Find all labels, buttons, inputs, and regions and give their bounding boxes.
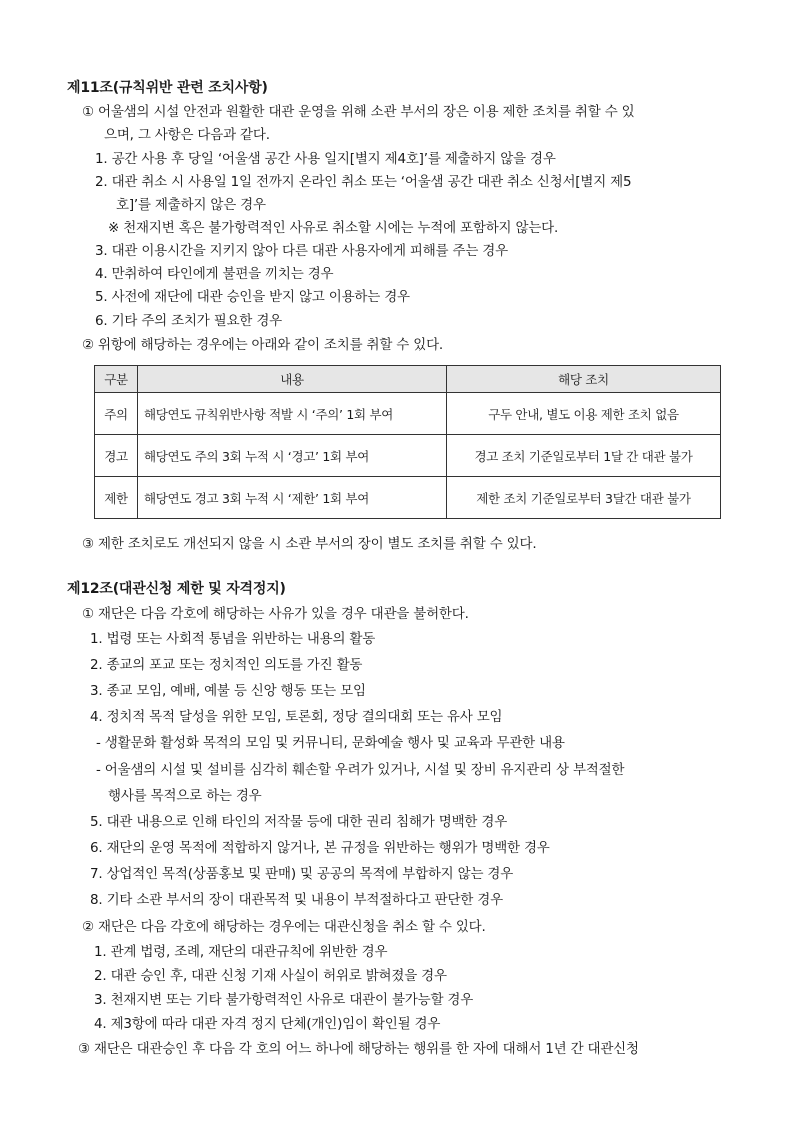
table-cell-content: 해당연도 경고 3회 누적 시 ‘제한’ 1회 부여: [138, 477, 447, 519]
table-cell-category: 경고: [95, 435, 138, 477]
article-11-title: 제11조(규칙위반 관련 조치사항): [67, 80, 268, 96]
table-cell-action: 경고 조치 기준일로부터 1달 간 대관 불가: [447, 435, 721, 477]
art12-para1: ① 재단은 다음 각호에 해당하는 사유가 있을 경우 대관을 불허한다.: [82, 606, 469, 622]
table-cell-content: 해당연도 주의 3회 누적 시 ‘경고’ 1회 부여: [138, 435, 447, 477]
table-cell-action: 구두 안내, 별도 이용 제한 조치 없음: [447, 393, 721, 435]
art11-item-6: 6. 기타 주의 조치가 필요한 경우: [95, 313, 283, 329]
art11-item-3: 3. 대관 이용시간을 지키지 않아 다른 대관 사용자에게 피해를 주는 경우: [95, 243, 508, 259]
art11-para2: ② 위항에 해당하는 경우에는 아래와 같이 조치를 취할 수 있다.: [82, 337, 443, 353]
table-cell-action: 제한 조치 기준일로부터 3달간 대관 불가: [447, 477, 721, 519]
art12-item-7: 7. 상업적인 목적(상품홍보 및 판매) 및 공공의 목적에 부합하지 않는 경우: [90, 866, 514, 882]
art12-dash-1: - 생활문화 활성화 목적의 모임 및 커뮤니티, 문화예술 행사 및 교육과 무관한 내용: [96, 735, 565, 751]
article-12-title: 제12조(대관신청 제한 및 자격정지): [67, 581, 286, 597]
art11-item-1: 1. 공간 사용 후 당일 ‘어울샘 공간 사용 일지[별지 제4호]’를 제출하지 않을 경우: [95, 151, 556, 167]
table-header-action: 해당 조치: [447, 366, 721, 393]
art12-item-3: 3. 종교 모임, 예배, 예불 등 신앙 행동 또는 모임: [90, 683, 366, 699]
table-row: [95, 393, 721, 435]
art12-item-8: 8. 기타 소관 부서의 장이 대관목적 및 내용이 부적절하다고 판단한 경우: [90, 892, 503, 908]
art12-item-6: 6. 재단의 운영 목적에 적합하지 않거나, 본 규정을 위반하는 행위가 명백한 경우: [90, 840, 550, 856]
art12-cancel-item-3: 3. 천재지변 또는 기타 불가항력적인 사유로 대관이 불가능할 경우: [94, 992, 474, 1008]
art11-item-2-line2: 호]’를 제출하지 않은 경우: [116, 197, 266, 213]
table-cell-category: 주의: [95, 393, 138, 435]
art11-item-2-line1: 2. 대관 취소 시 사용일 1일 전까지 온라인 취소 또는 ‘어울샘 공간 대관 취소 신청서[별지 제5: [95, 174, 632, 190]
art12-cancel-item-1: 1. 관계 법령, 조례, 재단의 대관규칙에 위반한 경우: [94, 944, 388, 960]
sanction-table: [94, 365, 721, 519]
table-cell-category: 제한: [95, 477, 138, 519]
art11-para3: ③ 제한 조치로도 개선되지 않을 시 소관 부서의 장이 별도 조치를 취할 수 있다.: [82, 536, 537, 552]
art11-para1-line2: 으며, 그 사항은 다음과 같다.: [104, 127, 270, 143]
art12-item-5: 5. 대관 내용으로 인해 타인의 저작물 등에 대한 권리 침해가 명백한 경우: [90, 814, 508, 830]
table-header-content: 내용: [138, 366, 447, 393]
art12-item-4: 4. 정치적 목적 달성을 위한 모임, 토론회, 정당 결의대회 또는 유사 모임: [90, 709, 503, 725]
art12-item-1: 1. 법령 또는 사회적 통념을 위반하는 내용의 활동: [90, 631, 376, 647]
art12-dash-2-line2: 행사를 목적으로 하는 경우: [108, 788, 262, 804]
art12-dash-2-line1: - 어울샘의 시설 및 설비를 심각히 훼손할 우려가 있거나, 시설 및 장비 유지관리 상 부적절한: [96, 762, 625, 778]
table-cell-content: 해당연도 규칙위반사항 적발 시 ‘주의’ 1회 부여: [138, 393, 447, 435]
art12-cancel-item-4: 4. 제3항에 따라 대관 자격 정지 단체(개인)임이 확인될 경우: [94, 1016, 441, 1032]
art12-para2: ② 재단은 다음 각호에 해당하는 경우에는 대관신청을 취소 할 수 있다.: [82, 919, 486, 935]
table-header-category: 구분: [95, 366, 138, 393]
art12-cancel-item-2: 2. 대관 승인 후, 대관 신청 기재 사실이 허위로 밝혀졌을 경우: [94, 968, 447, 984]
art11-note: ※ 천재지변 혹은 불가항력적인 사유로 취소할 시에는 누적에 포함하지 않는다.: [108, 220, 559, 236]
art11-item-5: 5. 사전에 재단에 대관 승인을 받지 않고 이용하는 경우: [95, 289, 410, 305]
art11-item-4: 4. 만취하여 타인에게 불편을 끼치는 경우: [95, 266, 334, 282]
table-row: [95, 435, 721, 477]
art12-item-2: 2. 종교의 포교 또는 정치적인 의도를 가진 활동: [90, 657, 363, 673]
table-header-row: [95, 366, 721, 393]
art11-para1-line1: ① 어울샘의 시설 안전과 원활한 대관 운영을 위해 소관 부서의 장은 이용 제한 조치를 취할 수 있: [82, 104, 635, 120]
table-row: [95, 477, 721, 519]
art12-para3: ③ 재단은 대관승인 후 다음 각 호의 어느 하나에 해당하는 행위를 한 자에 대해서 1년 간 대관신청: [78, 1041, 639, 1057]
